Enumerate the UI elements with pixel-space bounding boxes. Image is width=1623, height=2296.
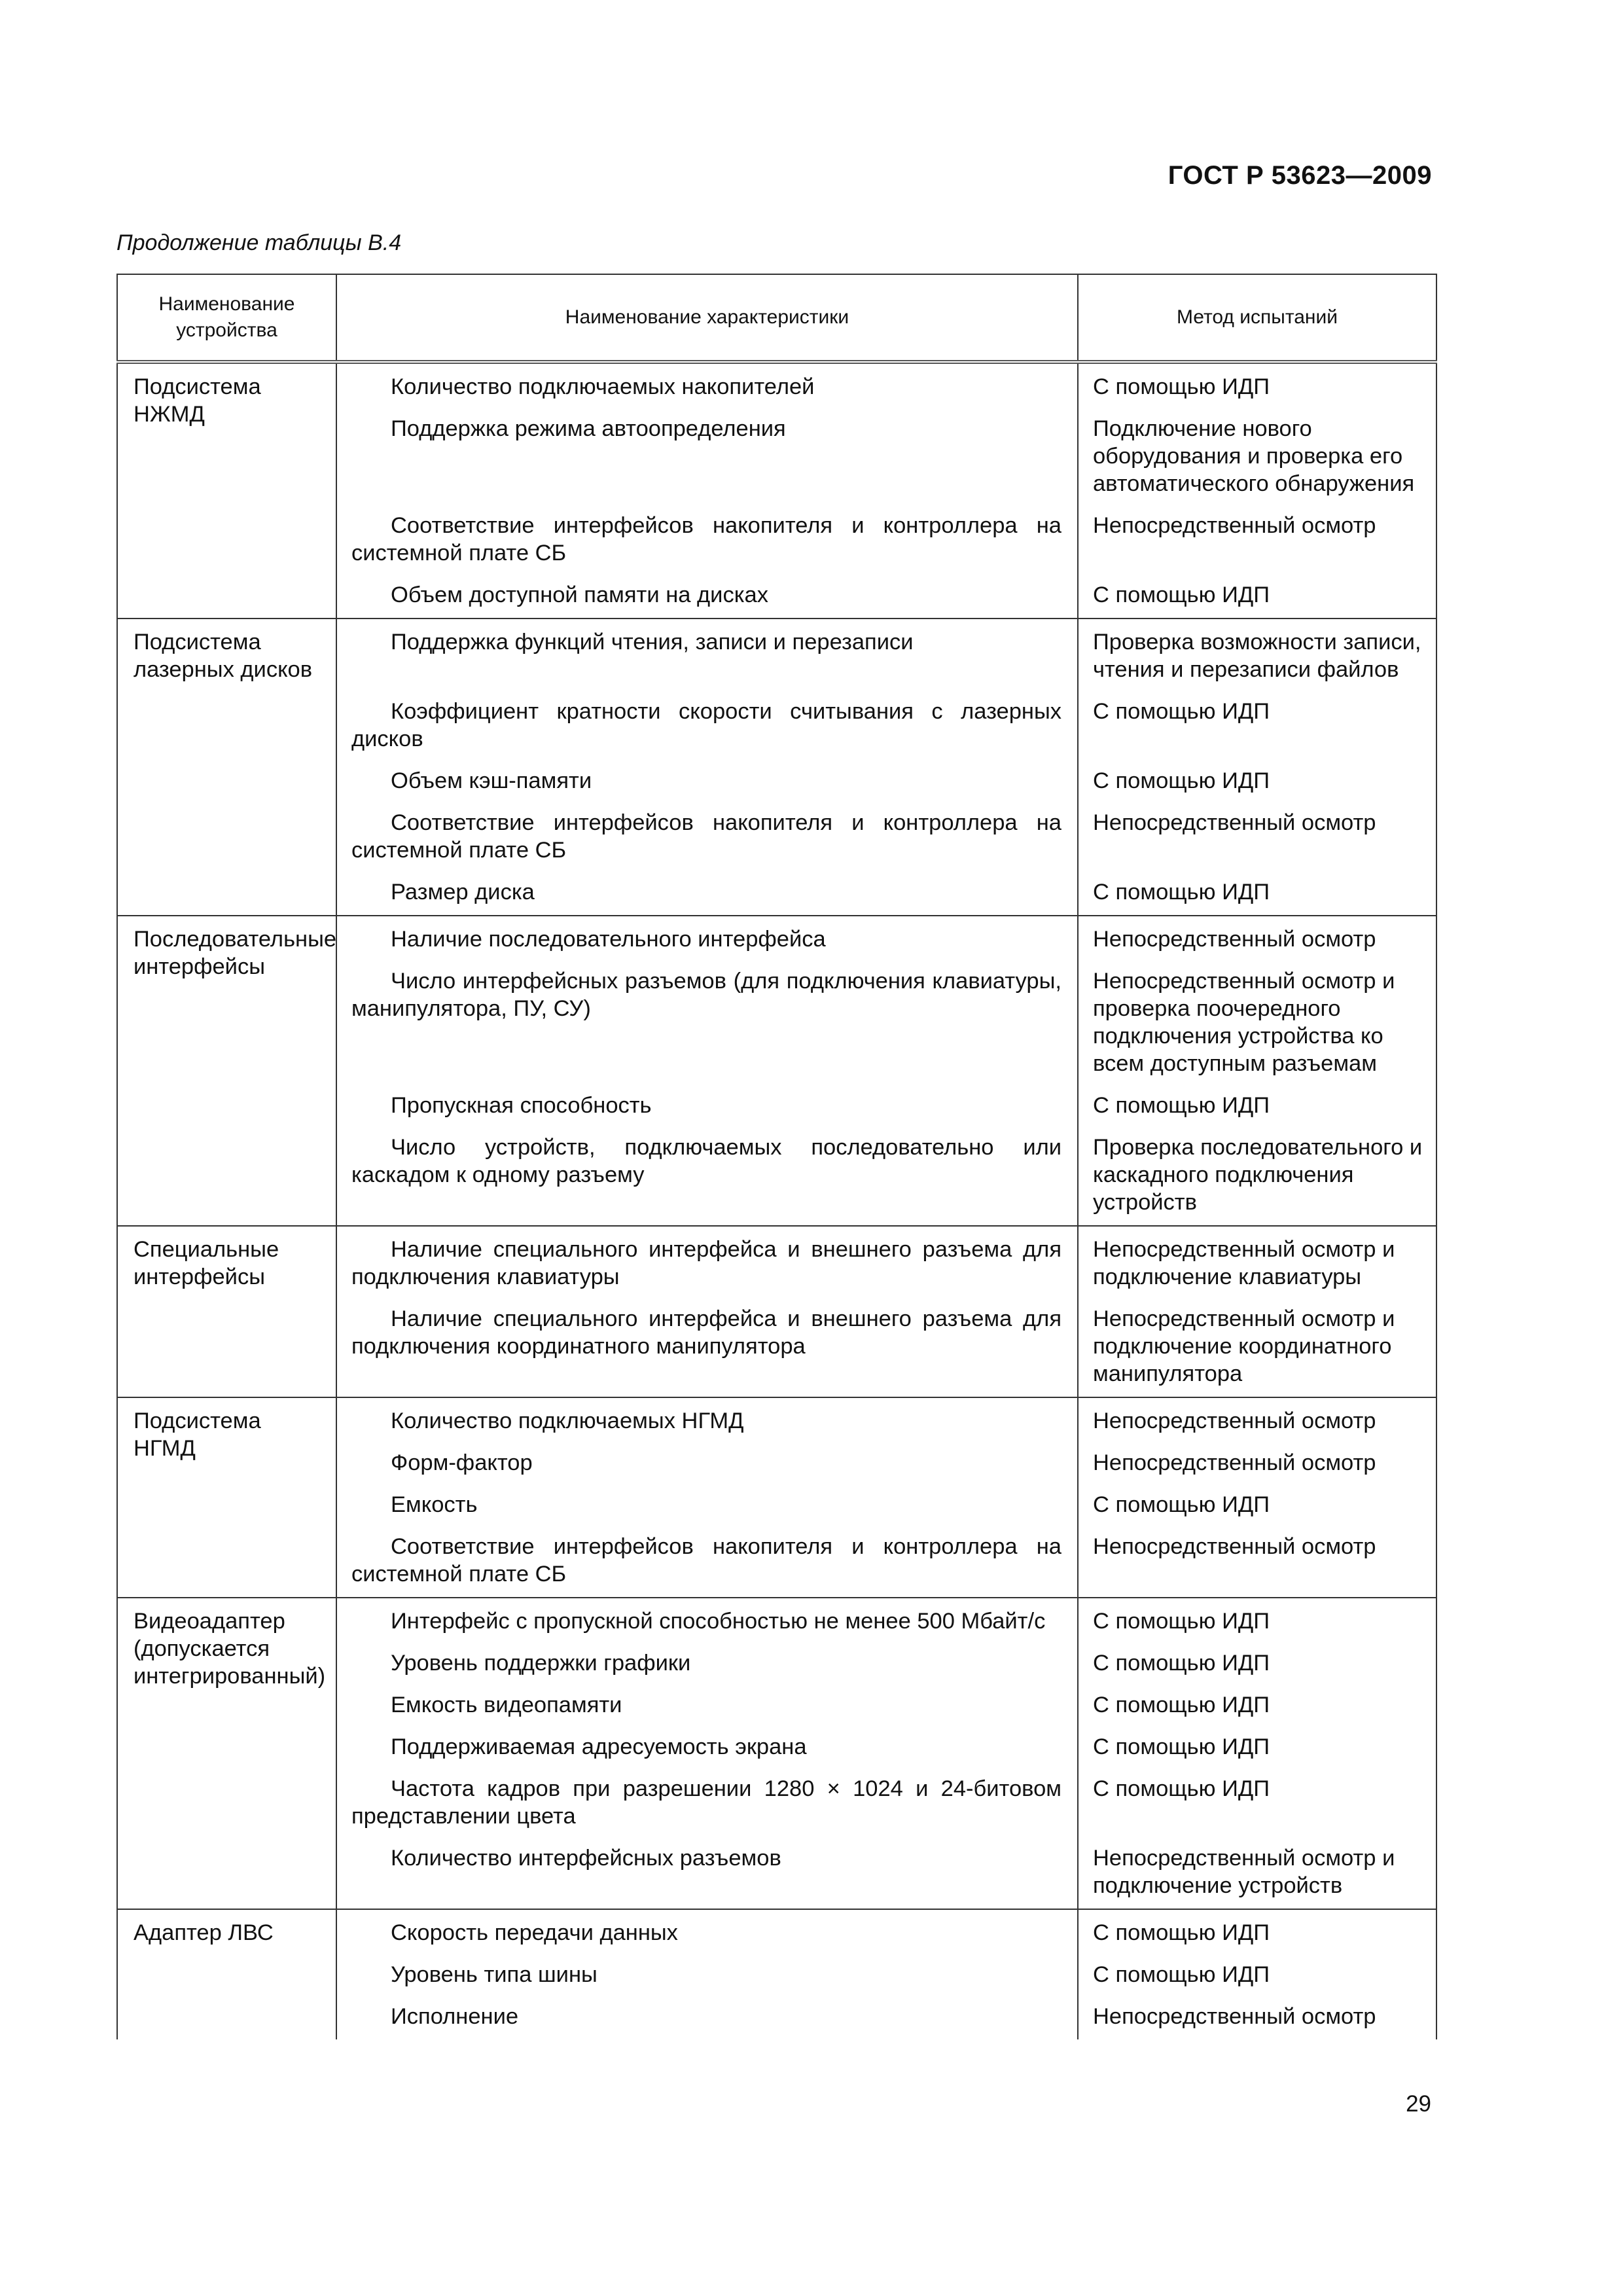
characteristic-cell: Количество интерфейсных разъемов (336, 1839, 1078, 1909)
test-method-cell: Непосредственный осмотр (1078, 1998, 1436, 2039)
characteristic-cell: Соответствие интерфейсов накопителя и контроллера на системной плате СБ (336, 804, 1078, 873)
test-method-cell: С помощью ИДП (1078, 1686, 1436, 1728)
device-name-cell: Специальные интерфейсы (117, 1226, 336, 1397)
page-number: 29 (1406, 2091, 1431, 2117)
characteristic-cell: Наличие специального интерфейса и внешнего разъема для подключения координатного манипулятора (336, 1300, 1078, 1397)
table-row (117, 1226, 1436, 1300)
test-method-cell: С помощью ИДП (1078, 576, 1436, 619)
column-header-device: Наименование устройства (117, 274, 336, 362)
characteristic-cell: Уровень поддержки графики (336, 1644, 1078, 1686)
characteristic-cell: Объем доступной памяти на дисках (336, 576, 1078, 619)
test-method-cell: Непосредственный осмотр (1078, 507, 1436, 576)
table-row (117, 1909, 1436, 1956)
characteristic-cell: Поддержка функций чтения, записи и перезаписи (336, 619, 1078, 692)
test-method-cell: С помощью ИДП (1078, 762, 1436, 804)
device-name-cell: Подсистема НГМД (117, 1397, 336, 1598)
characteristic-cell: Исполнение (336, 1998, 1078, 2039)
characteristic-cell: Соответствие интерфейсов накопителя и контроллера на системной плате СБ (336, 1528, 1078, 1598)
test-method-cell: С помощью ИДП (1078, 1956, 1436, 1998)
test-method-cell: Подключение нового оборудования и проверка его автоматического обнаружения (1078, 410, 1436, 507)
test-method-cell: С помощью ИДП (1078, 1486, 1436, 1528)
characteristic-cell: Число устройств, подключаемых последовательно или каскадом к одному разъему (336, 1128, 1078, 1226)
test-method-cell: Проверка возможности записи, чтения и перезаписи файлов (1078, 619, 1436, 692)
test-method-cell: Непосредственный осмотр (1078, 1444, 1436, 1486)
test-method-cell: С помощью ИДП (1078, 1909, 1436, 1956)
device-name-cell: Подсистема НЖМД (117, 362, 336, 619)
test-method-cell: Непосредственный осмотр и подключение клавиатуры (1078, 1226, 1436, 1300)
document-code: ГОСТ Р 53623—2009 (1168, 161, 1432, 190)
characteristic-cell: Количество подключаемых НГМД (336, 1397, 1078, 1444)
characteristic-cell: Поддержка режима автоопределения (336, 410, 1078, 507)
characteristic-cell: Соответствие интерфейсов накопителя и контроллера на системной плате СБ (336, 507, 1078, 576)
characteristic-cell: Емкость видеопамяти (336, 1686, 1078, 1728)
test-method-cell: Непосредственный осмотр и подключение координатного манипулятора (1078, 1300, 1436, 1397)
test-method-cell: С помощью ИДП (1078, 1770, 1436, 1839)
characteristic-cell: Скорость передачи данных (336, 1909, 1078, 1956)
table-row (117, 916, 1436, 962)
characteristic-cell: Поддерживаемая адресуемость экрана (336, 1728, 1078, 1770)
test-method-cell: С помощью ИДП (1078, 362, 1436, 410)
device-name-cell: Адаптер ЛВС (117, 1909, 336, 2039)
characteristic-cell: Наличие специального интерфейса и внешнего разъема для подключения клавиатуры (336, 1226, 1078, 1300)
characteristic-cell: Интерфейс с пропускной способностью не менее 500 Мбайт/с (336, 1598, 1078, 1644)
test-method-cell: С помощью ИДП (1078, 873, 1436, 916)
test-method-cell: С помощью ИДП (1078, 1728, 1436, 1770)
column-header-characteristic: Наименование характеристики (336, 274, 1078, 362)
characteristic-cell: Размер диска (336, 873, 1078, 916)
spec-table (116, 274, 1437, 2039)
column-header-method: Метод испытаний (1078, 274, 1436, 362)
characteristic-cell: Пропускная способность (336, 1086, 1078, 1128)
table-caption: Продолжение таблицы В.4 (116, 230, 402, 255)
characteristic-cell: Коэффициент кратности скорости считывания с лазерных дисков (336, 692, 1078, 762)
table-row (117, 619, 1436, 692)
characteristic-cell: Наличие последовательного интерфейса (336, 916, 1078, 962)
test-method-cell: С помощью ИДП (1078, 692, 1436, 762)
test-method-cell: Проверка последовательного и каскадного подключения устройств (1078, 1128, 1436, 1226)
test-method-cell: Непосредственный осмотр (1078, 804, 1436, 873)
characteristic-cell: Объем кэш-памяти (336, 762, 1078, 804)
test-method-cell: Непосредственный осмотр и проверка поочередного подключения устройства ко всем доступным разъемам (1078, 962, 1436, 1086)
characteristic-cell: Уровень типа шины (336, 1956, 1078, 1998)
characteristic-cell: Частота кадров при разрешении 1280 × 1024 и 24-битовом представлении цвета (336, 1770, 1078, 1839)
table-row (117, 1397, 1436, 1444)
characteristic-cell: Число интерфейсных разъемов (для подключения клавиатуры, манипулятора, ПУ, СУ) (336, 962, 1078, 1086)
table-row (117, 1598, 1436, 1644)
test-method-cell: Непосредственный осмотр (1078, 916, 1436, 962)
test-method-cell: Непосредственный осмотр (1078, 1397, 1436, 1444)
table-header-row (117, 274, 1436, 362)
table-body (117, 362, 1436, 2039)
test-method-cell: С помощью ИДП (1078, 1086, 1436, 1128)
characteristic-cell: Количество подключаемых накопителей (336, 362, 1078, 410)
test-method-cell: Непосредственный осмотр (1078, 1528, 1436, 1598)
device-name-cell: Подсистема лазерных дисков (117, 619, 336, 916)
test-method-cell: Непосредственный осмотр и подключение устройств (1078, 1839, 1436, 1909)
table-row (117, 362, 1436, 410)
test-method-cell: С помощью ИДП (1078, 1644, 1436, 1686)
device-name-cell: Видеоадаптер (допускается интегрированный) (117, 1598, 336, 1909)
characteristic-cell: Емкость (336, 1486, 1078, 1528)
test-method-cell: С помощью ИДП (1078, 1598, 1436, 1644)
characteristic-cell: Форм-фактор (336, 1444, 1078, 1486)
device-name-cell: Последовательные интерфейсы (117, 916, 336, 1226)
